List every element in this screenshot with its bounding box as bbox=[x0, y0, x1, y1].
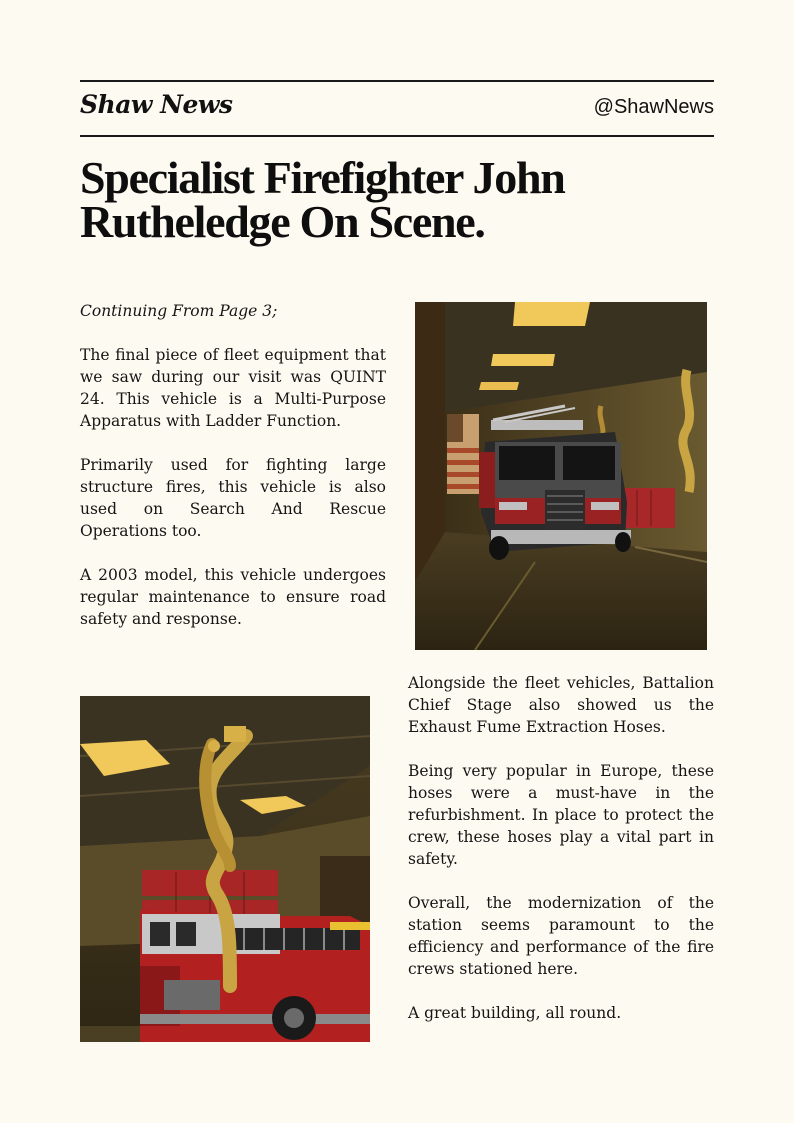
fire-engine-photo bbox=[415, 302, 707, 650]
left-paragraph-2: Primarily used for fighting large structure fires, this vehicle is also used on Search And Rescue Operations too. bbox=[80, 456, 386, 540]
top-rule bbox=[80, 80, 714, 82]
right-paragraph-2: Being very popular in Europe, these hoses were a must-have in the refurbishment. In place to protect the crew, these hoses play a vital part in safety. bbox=[408, 762, 714, 868]
right-paragraph-4: A great building, all round. bbox=[408, 1004, 622, 1022]
right-column bbox=[408, 672, 714, 1046]
social-handle: @ShawNews bbox=[593, 96, 714, 118]
right-paragraph-1: Alongside the fleet vehicles, Battalion Chief Stage also showed us the Exhaust Fume Extraction Hoses. bbox=[408, 674, 714, 736]
right-paragraph-3: Overall, the modernization of the station seems paramount to the efficiency and performance of the fire crews stationed here. bbox=[408, 894, 714, 978]
left-paragraph-1: The final piece of fleet equipment that we saw during our visit was QUINT 24. This vehicle is a Multi-Purpose Apparatus with Ladder Function. bbox=[80, 346, 386, 430]
masthead-logo: Shaw News bbox=[80, 90, 233, 119]
left-paragraph-3: A 2003 model, this vehicle undergoes regular maintenance to ensure road safety and response. bbox=[80, 566, 386, 628]
continuation-note: Continuing From Page 3; bbox=[80, 302, 278, 320]
exhaust-hose-photo bbox=[80, 696, 370, 1042]
masthead-rule bbox=[80, 135, 714, 137]
left-column bbox=[80, 300, 386, 652]
article-headline: Specialist Firefighter John Rutheledge On Scene. bbox=[80, 152, 565, 247]
